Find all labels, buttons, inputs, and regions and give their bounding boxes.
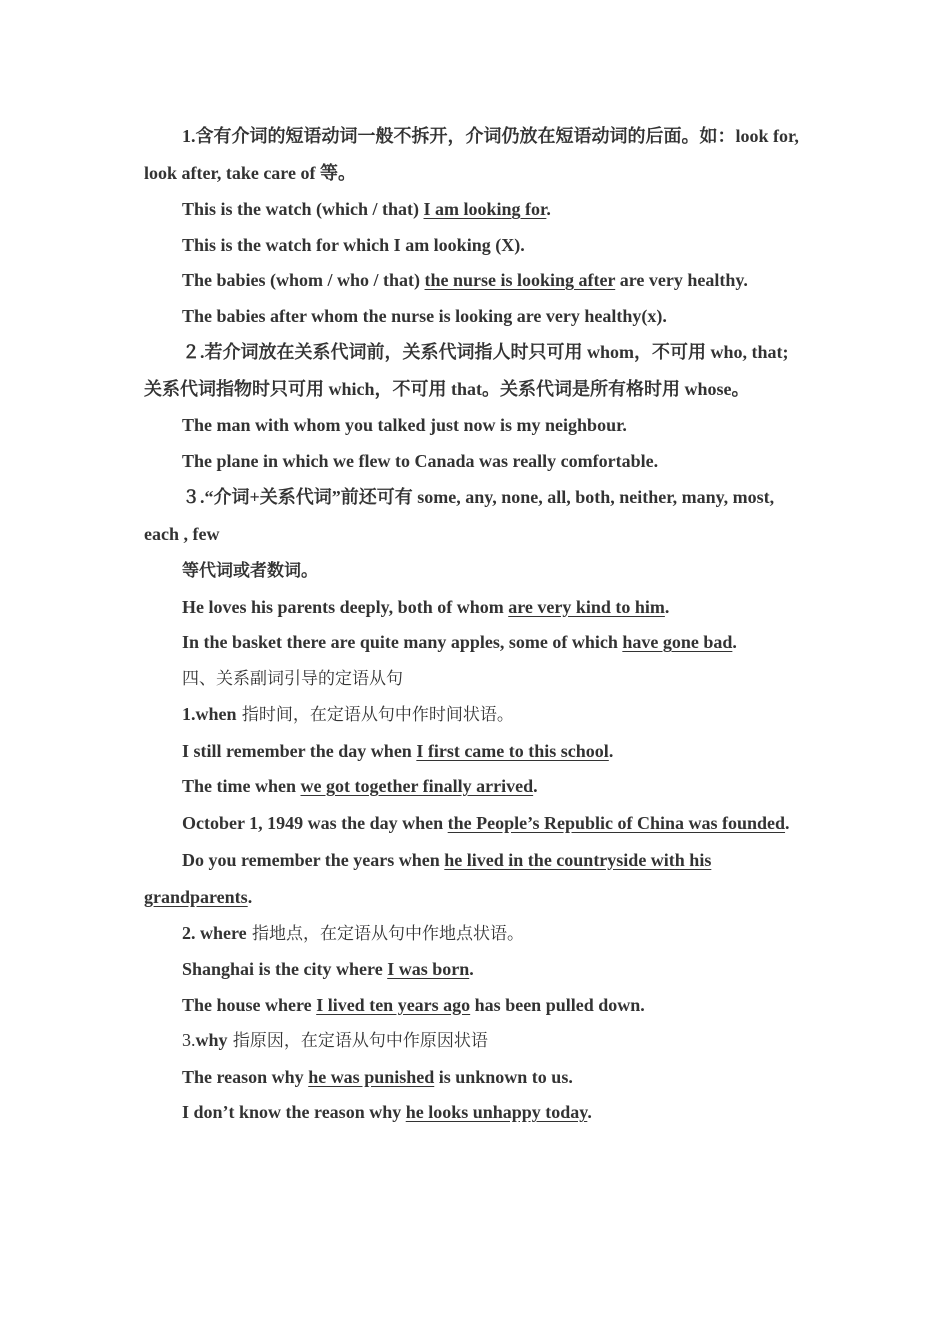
example-text: .: [247, 886, 253, 907]
example-text: has been pulled down.: [470, 994, 645, 1015]
rule-number: 3.: [182, 1030, 196, 1050]
example-text: I still remember the day when: [182, 740, 417, 761]
example-text: The plane in which we flew to Canada was really comfortable.: [182, 450, 659, 471]
rule-description: 指原因，在定语从句中作原因状语: [227, 1031, 488, 1051]
underlined-clause: are very kind to him: [508, 596, 665, 617]
example-text: .: [732, 632, 737, 652]
example-text: The man with whom you talked just now is my neighbour.: [182, 415, 627, 435]
rule-description: 指地点，在定语从句中作地点状语。: [246, 923, 525, 944]
example-text: The babies after whom the nurse is looking are very healthy(x).: [182, 305, 667, 326]
rule-1-paragraph: [144, 118, 808, 192]
example-line: [144, 408, 808, 444]
example-line: [144, 734, 808, 770]
example-line: [144, 590, 808, 626]
example-line: [144, 952, 808, 988]
example-text: He loves his parents deeply, both of whom: [182, 596, 509, 617]
example-line: [144, 1095, 808, 1131]
underlined-clause: he was punished: [308, 1066, 435, 1087]
rule-label: 2. where: [182, 922, 247, 943]
underlined-clause: have gone bad: [622, 632, 733, 652]
example-line: [144, 263, 808, 299]
example-line: [144, 769, 808, 805]
example-text: Do you remember the years when: [182, 849, 445, 870]
example-text: .: [785, 812, 790, 833]
document-page: [144, 118, 808, 1131]
example-text: The babies (whom / who / that): [182, 270, 425, 290]
example-text: are very healthy.: [615, 270, 748, 290]
section-heading: [144, 661, 808, 698]
underlined-clause: I first came to this school: [416, 740, 609, 761]
example-text: October 1, 1949 was the day when: [182, 812, 448, 833]
example-text: The house where: [182, 994, 317, 1015]
rule-3-continuation-text: 等代词或者数词。: [182, 561, 318, 581]
underlined-clause: he looks unhappy today: [405, 1102, 588, 1122]
example-line: [144, 192, 808, 228]
example-line: [144, 1060, 808, 1096]
example-text: .: [664, 596, 670, 617]
underlined-clause: he lived in the countryside with his grandparents: [144, 849, 712, 907]
rule-label: why: [195, 1030, 228, 1050]
example-text: .: [533, 776, 538, 796]
example-text: This is the watch for which I am looking (X).: [182, 234, 525, 255]
example-text: The time when: [182, 776, 301, 796]
section-heading-text: 四、关系副词引导的定语从句: [182, 668, 403, 689]
rule-label: 1.when: [182, 704, 237, 724]
example-text: This is the watch (which / that): [182, 199, 424, 219]
rule-3-continuation: [144, 553, 808, 590]
rule-3-paragraph: [144, 479, 808, 553]
example-text: is unknown to us.: [434, 1066, 573, 1087]
example-text: I don’t know the reason why: [182, 1102, 406, 1122]
rule-2-text: ２.若介词放在关系代词前，关系代词指人时只可用 whom，不可用 who, that; 关系代词指物时只可用 which，不可用 that。关系代词是所有格时用 whose。: [144, 342, 789, 399]
underlined-clause: the nurse is looking after: [424, 270, 616, 290]
underlined-clause: I was born: [387, 959, 470, 979]
underlined-clause: we got together finally arrived: [300, 776, 534, 796]
example-text: .: [469, 959, 474, 979]
example-text: Shanghai is the city where: [182, 959, 388, 979]
example-text: .: [587, 1102, 592, 1122]
rule-2-paragraph: [144, 334, 808, 408]
rule-where-heading: [144, 916, 808, 953]
rule-why-heading: [144, 1023, 808, 1060]
example-line: [144, 299, 808, 335]
example-text: .: [546, 199, 551, 219]
example-line: [144, 444, 808, 480]
underlined-clause: I am looking for: [423, 199, 547, 219]
rule-3-text: ３.“介词+关系代词”前还可有 some, any, none, all, both, neither, many, most, each , few: [144, 487, 775, 544]
example-line: [144, 805, 808, 842]
rule-description: 指时间，在定语从句中作时间状语。: [236, 705, 514, 725]
example-line: [144, 988, 808, 1024]
rule-1-text: 1.含有介词的短语动词一般不拆开，介词仍放在短语动词的后面。如：look for, look after, take care of 等。: [144, 126, 799, 183]
rule-when-heading: [144, 697, 808, 734]
underlined-clause: the People’s Republic of China was founded: [447, 812, 786, 833]
example-text: The reason why: [182, 1066, 309, 1087]
example-text: .: [608, 740, 614, 761]
example-line: [144, 228, 808, 264]
example-line: [144, 625, 808, 661]
example-line: [144, 842, 808, 916]
example-text: In the basket there are quite many apples, some of which: [182, 632, 623, 652]
underlined-clause: I lived ten years ago: [316, 994, 471, 1015]
